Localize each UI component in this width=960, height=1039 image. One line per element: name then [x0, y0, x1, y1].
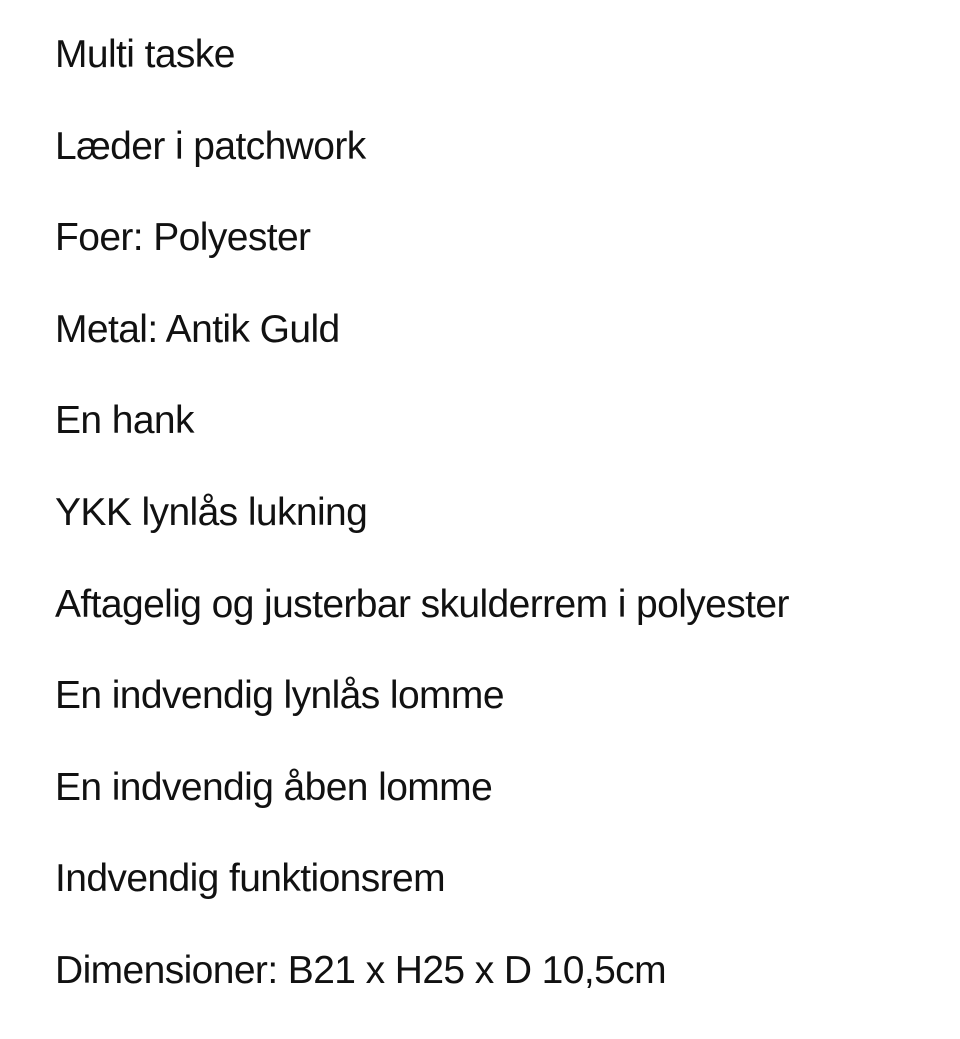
spec-handle: En hank — [55, 399, 194, 443]
spec-closure: YKK lynlås lukning — [55, 490, 368, 534]
spec-open-pocket: En indvendig åben lomme — [55, 765, 493, 809]
spec-shoulder-strap: Aftagelig og justerbar skulderrem i polyester — [55, 582, 789, 626]
spec-zip-pocket: En indvendig lynlås lomme — [55, 674, 504, 718]
spec-product-name: Multi taske — [55, 33, 235, 76]
spec-lining: Foer: Polyester — [55, 216, 311, 260]
spec-material: Læder i patchwork — [55, 124, 366, 168]
spec-metal: Metal: Antik Guld — [55, 307, 340, 351]
spec-dimensions: Dimensioner: B21 x H25 x D 10,5cm — [55, 948, 666, 992]
spec-function-strap: Indvendig funktionsrem — [55, 857, 446, 901]
product-spec-list — [55, 30, 789, 1038]
